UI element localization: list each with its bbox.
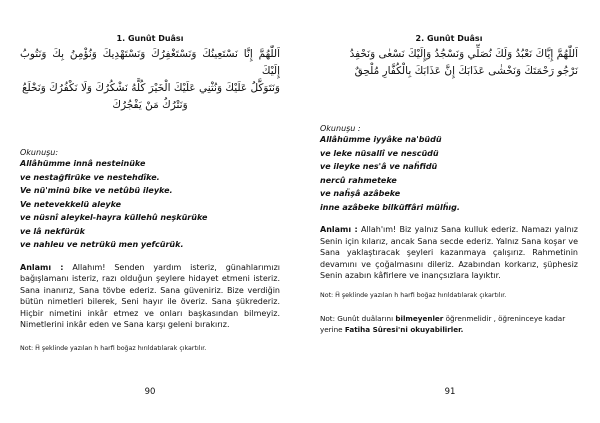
arabic-line: اَللّٰهُمَّ إِيَّاكَ نَعْبُدُ وَلَكَ نُصَلِّي وَنَسْجُدُ وَإِلَيْكَ نَسْعٰى وَنَحْفِدُ bbox=[349, 48, 578, 60]
note2-bold-fatiha: Fatiha Sûresi'ni okuyabilirler. bbox=[344, 324, 464, 334]
translit-line: Allâhümme iyyâke na'büdü bbox=[320, 135, 442, 144]
translit-line: ve ileyke nes'â ve naḧfidü bbox=[320, 162, 438, 171]
left-page-title: 1. Gunût Duâsı bbox=[116, 34, 184, 43]
translit-line: ve lâ nekfürük bbox=[20, 226, 85, 236]
arabic-line: وَنَتَوَكَّلُ عَلَيْكَ وَنُثْنِي عَلَيْكَ الْخَيْرَ كُلَّهُ نَشْكُرُكَ وَلَا نَكْفُرُكَ وَنَخْلَعُ bbox=[21, 82, 280, 94]
arabic-line: اَللّٰهُمَّ إِنَّا نَسْتَعِينُكَ وَنَسْتَغْفِرُكَ وَنَسْتَهْدِيكَ وَنُؤْمِنُ بِكَ وَنَتُوبُ إِلَيْكَ bbox=[20, 48, 280, 77]
arabic-line: نَرْجُو رَحْمَتَكَ وَنَخْشٰى عَذَابَكَ إِنَّ عَذَابَكَ بِالْكُفَّارِ مُلْحِقٌ bbox=[354, 65, 578, 77]
right-page-number: 91 bbox=[444, 387, 456, 397]
left-note: Not: Ḧ şeklinde yazılan h harfi boğaz hırıldatılarak çıkartılır. bbox=[20, 345, 207, 353]
left-page-number: 90 bbox=[144, 387, 156, 397]
note2-text-b: öğrenmelidir , öğreninceye kadar yerine bbox=[320, 313, 566, 334]
right-note: Not: Ḧ şeklinde yazılan h harfi boğaz hırıldatılarak çıkartılır. bbox=[320, 291, 507, 299]
right-page-title: 2. Gunût Duâsı bbox=[415, 34, 483, 43]
meaning-text: Allahım! Senden yardım isteriz, günahlarımızı bağışlamanı isteriz, razı olduğun şeylere hidayet etmeni isteriz. Sana inanırız, Sana tövbe ederiz. Sana güveniriz. Bize verdiğin bütün nimetleri bilerek, Seni hayır ile överiz. Sana şükrederiz. Hiçbir nimetini inkâr etmez ve onları başkasından bilmeyiz. Nimetlerini inkâr eden ve Sana karşı geleni bırakırız. bbox=[20, 262, 280, 330]
okunusu-label: Okunuşu: bbox=[20, 148, 59, 157]
right-meaning bbox=[320, 224, 578, 282]
left-meaning bbox=[20, 262, 280, 332]
translit-line: Allâhümme innâ nesteinüke bbox=[20, 159, 146, 168]
translit-line: nercû rahmeteke bbox=[320, 175, 397, 185]
translit-line: ve nestağfirüke ve nestehdîke. bbox=[20, 172, 160, 182]
translit-line: Ve nü'minü bike ve netûbü ileyke. bbox=[20, 186, 173, 195]
translit-line: ve nahleu ve netrükü men yefcürük. bbox=[20, 240, 184, 249]
translit-line: Ve netevekkelü aleyke bbox=[20, 199, 122, 209]
meaning-label: Anlamı : bbox=[320, 225, 358, 234]
meaning-label: Anlamı : bbox=[20, 262, 64, 272]
translit-line: ve naḧşâ azâbeke bbox=[320, 189, 401, 198]
left-transliteration bbox=[20, 157, 280, 252]
translit-line: inne azâbeke bilküffâri mülḧıg. bbox=[320, 202, 460, 212]
arabic-line: وَنَتْرُكُ مَنْ يَفْجُرُكَ bbox=[112, 99, 188, 111]
meaning-text: Allah'ım! Biz yalnız Sana kulluk ederiz. Namazı yalnız Senin için kılarız, ancak Sana secde ederiz. Yalnız Sana koşar ve Sana yaklaştıracak şeyleri kazanmaya çalışırız. Rahmetinin devamını ve çoğalmasını dileriz. Azabından korkarız, şüphesiz Senin azabın kâfirlere ve inançsızlara layıktır. bbox=[320, 225, 578, 281]
translit-line: ve leke nüsallî ve nescüdü bbox=[320, 148, 439, 158]
okunusu-label: Okunuşu : bbox=[320, 124, 361, 133]
right-arabic-prayer bbox=[320, 46, 578, 80]
right-note-gunut bbox=[320, 313, 578, 335]
right-page bbox=[300, 0, 600, 423]
left-arabic-prayer bbox=[20, 46, 280, 114]
right-transliteration bbox=[320, 133, 578, 214]
note2-bold-bilmeyenler: bilmeyenler bbox=[395, 313, 444, 323]
translit-line: ve nüsnî aleykel-hayra küllehû neşkürüke bbox=[20, 213, 208, 222]
note2-text-a: Not: Gunût duâlarını bbox=[320, 313, 396, 323]
